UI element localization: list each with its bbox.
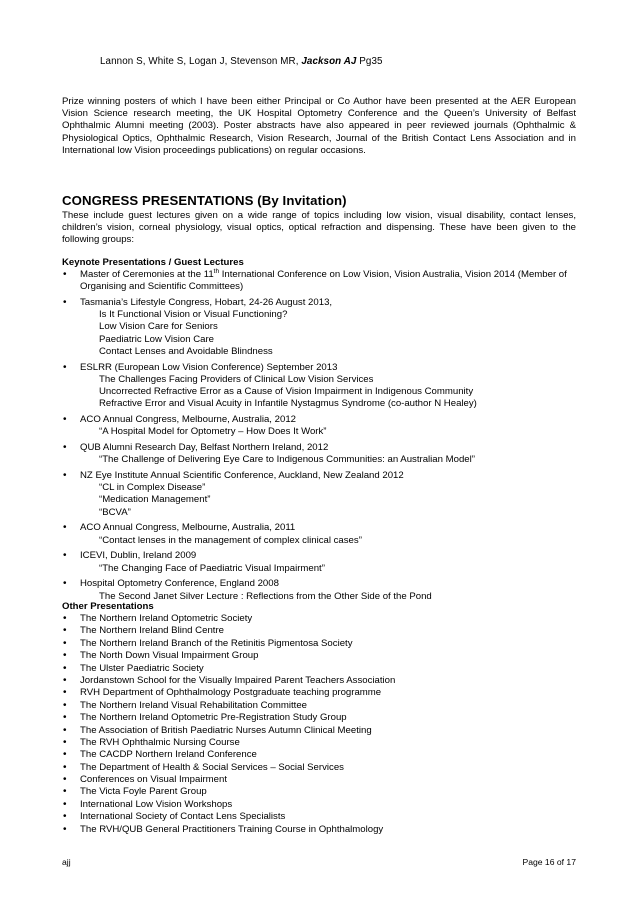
other-item: • RVH Department of Ophthalmology Postgraduate teaching programme bbox=[62, 687, 576, 699]
other-item: • The Ulster Paediatric Society bbox=[62, 663, 576, 675]
keynote-subitem: Paediatric Low Vision Care bbox=[99, 333, 215, 345]
ordinal-suffix: th bbox=[213, 267, 220, 275]
keynote-subitem: Refractive Error and Visual Acuity in Infantile Nystagmus Syndrome (co-author N Healey) bbox=[99, 398, 477, 410]
intro-paragraph: Prize winning posters of which I have been either Principal or Co Author have been presented at the AER European Vision Science research meeting, the UK Hospital Optometry Conference and the Queen’s University of Belfast Ophthalmic Alumni meeting (2003). Poster abstracts have also appeared in peer reviewed journals (Ophthalmic & Physiological Optics, Ophthalmic Research, Vision Research, Journal of the British Contact Lens Association and in International low Vision proceedings publications) on regular occasions. bbox=[62, 96, 576, 156]
section-title: CONGRESS PRESENTATIONS (By Invitation) bbox=[62, 193, 347, 208]
other-item: • International Low Vision Workshops bbox=[62, 799, 576, 811]
section-description: These include guest lectures given on a wide range of topics including low vision, visual disability, contact lenses, children’s vision, corneal physiology, visual optics, optical refraction and dispensing. These have been given to the following groups: bbox=[62, 210, 576, 246]
keynote-item-text: ACO Annual Congress, Melbourne, Australia, 2011 bbox=[80, 522, 296, 534]
other-item: • The RVH Ophthalmic Nursing Course bbox=[62, 737, 576, 749]
keynote-item bbox=[62, 297, 576, 358]
header-author-highlight: Jackson AJ bbox=[301, 56, 357, 67]
keynote-item bbox=[62, 550, 576, 574]
keynote-item bbox=[62, 414, 576, 438]
other-item: • International Society of Contact Lens Specialists bbox=[62, 811, 576, 823]
keynote-subitem: “CL in Complex Disease” bbox=[99, 482, 206, 494]
keynote-item-text: Tasmania’s Lifestyle Congress, Hobart, 24-26 August 2013, bbox=[80, 297, 333, 308]
other-item: • The Northern Ireland Optometric Pre-Registration Study Group bbox=[62, 712, 576, 724]
keynote-item-text: Hospital Optometry Conference, England 2008 bbox=[80, 578, 279, 590]
keynote-item-text: ESLRR (European Low Vision Conference) September 2013 bbox=[80, 361, 338, 373]
keynote-list bbox=[62, 269, 576, 606]
keynote-heading: Keynote Presentations / Guest Lectures bbox=[62, 257, 244, 268]
other-item: • The Northern Ireland Optometric Society bbox=[62, 613, 576, 625]
footer-initials: ajj bbox=[62, 857, 71, 867]
keynote-item-text: ACO Annual Congress, Melbourne, Australia, 2012 bbox=[80, 414, 296, 426]
keynote-item-text: QUB Alumni Research Day, Belfast Northern Ireland, 2012 bbox=[80, 442, 329, 454]
header-authors: Lannon S, White S, Logan J, Stevenson MR, bbox=[100, 56, 302, 67]
keynote-item bbox=[62, 578, 576, 602]
keynote-subitem: Low Vision Care for Seniors bbox=[99, 321, 218, 333]
keynote-subitem: The Second Janet Silver Lecture : Reflections from the Other Side of the Pond bbox=[99, 590, 432, 602]
other-heading: Other Presentations bbox=[62, 601, 154, 612]
keynote-subitem: Contact Lenses and Avoidable Blindness bbox=[99, 345, 273, 357]
keynote-subitem: “A Hospital Model for Optometry – How Does It Work” bbox=[99, 426, 327, 438]
keynote-subitem: “Medication Management” bbox=[99, 494, 211, 506]
keynote-subitem: Is It Functional Vision or Visual Functioning? bbox=[99, 309, 288, 321]
keynote-item bbox=[62, 269, 576, 293]
page-header bbox=[100, 56, 383, 68]
keynote-item-text: International Conference on Low Vision, Vision Australia, Vision 2014 (Member of Organising and Scientific Committees) bbox=[80, 269, 567, 293]
other-item: • The Northern Ireland Blind Centre bbox=[62, 625, 576, 637]
keynote-subitem: “Contact lenses in the management of complex clinical cases” bbox=[99, 534, 362, 546]
keynote-item-text: NZ Eye Institute Annual Scientific Conference, Auckland, New Zealand 2012 bbox=[80, 470, 404, 482]
keynote-item-text: Master of Ceremonies at the 11 bbox=[80, 269, 214, 280]
keynote-subitem: Uncorrected Refractive Error as a Cause of Vision Impairment in Indigenous Community bbox=[99, 386, 474, 398]
other-item: • Jordanstown School for the Visually Impaired Parent Teachers Association bbox=[62, 675, 576, 687]
header-page-ref: Pg35 bbox=[356, 56, 383, 67]
other-item: • The North Down Visual Impairment Group bbox=[62, 650, 576, 662]
keynote-item bbox=[62, 522, 576, 546]
other-item: • Conferences on Visual Impairment bbox=[62, 774, 576, 786]
other-item: • The Northern Ireland Visual Rehabilitation Committee bbox=[62, 700, 576, 712]
keynote-item bbox=[62, 470, 576, 519]
keynote-subitem: “The Challenge of Delivering Eye Care to Indigenous Communities: an Australian Model” bbox=[99, 454, 475, 466]
other-item: • The CACDP Northern Ireland Conference bbox=[62, 749, 576, 761]
other-item: • The RVH/QUB General Practitioners Training Course in Ophthalmology bbox=[62, 824, 576, 836]
keynote-item bbox=[62, 442, 576, 466]
keynote-subitem: “The Changing Face of Paediatric Visual Impairment” bbox=[99, 562, 325, 574]
keynote-subitem: “BCVA” bbox=[99, 506, 131, 518]
keynote-item bbox=[62, 362, 576, 411]
other-item: • The Victa Foyle Parent Group bbox=[62, 786, 576, 798]
other-item: • The Northern Ireland Branch of the Retinitis Pigmentosa Society bbox=[62, 638, 576, 650]
keynote-subitem: The Challenges Facing Providers of Clinical Low Vision Services bbox=[99, 373, 374, 385]
footer-page-number: Page 16 of 17 bbox=[522, 857, 576, 867]
keynote-item-text: ICEVI, Dublin, Ireland 2009 bbox=[80, 550, 197, 562]
other-item: • The Department of Health & Social Services – Social Services bbox=[62, 762, 576, 774]
other-list bbox=[62, 613, 576, 836]
other-item: • The Association of British Paediatric Nurses Autumn Clinical Meeting bbox=[62, 725, 576, 737]
